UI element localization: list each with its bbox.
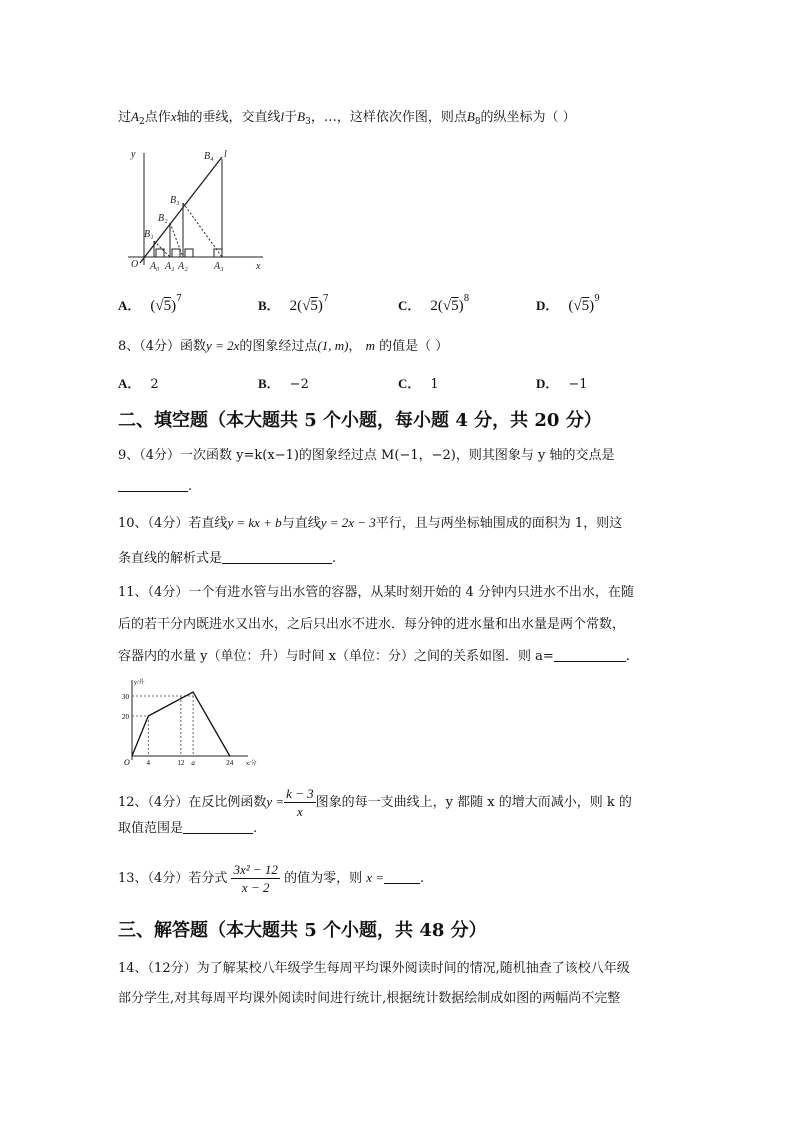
q8-option-c[interactable]: C． 1 [398, 376, 439, 392]
q11-chart [116, 676, 257, 772]
q7-text: 过$A_2$点作x轴的垂线，交直线l于$B_3$，…，这样依次作图，则点$B_8$的纵坐标为（ ） [118, 109, 576, 127]
q11-line3: 容器内的水量 y（单位：升）与时间 x（单位：分）之间的关系如图．则 a= . [118, 649, 630, 664]
fig-a2: A₂ [178, 261, 188, 272]
chart-y-label: y/升 [134, 680, 145, 686]
q8-option-b[interactable]: B． −2 [258, 376, 309, 392]
q9-text: 9、（4分）一次函数 y=k(x−1)的图象经过点 M(−1，−2)，则其图象与 y 轴的交点是 [118, 448, 615, 463]
fig-b1: B₁ [144, 229, 154, 240]
q7-figure [118, 145, 268, 275]
fig-a1: A₁ [165, 261, 175, 272]
chart-y-tick: 20 [122, 713, 129, 721]
q11-answer-blank[interactable] [554, 649, 626, 662]
q13-fraction: $\frac{\text{3x² − 12}}{x - 2}$ [233, 862, 278, 895]
q7-option-a[interactable]: A． $(√5)^7$ [118, 294, 182, 314]
q9-answer-blank[interactable] [118, 479, 188, 492]
fig-l-label: l [224, 149, 227, 160]
chart-x-label: x/分 [246, 761, 257, 767]
q7-option-b[interactable]: B． $2(√5)^7$ [258, 294, 329, 314]
q13-answer-blank[interactable] [384, 871, 420, 884]
q10-text: 10、（4分）若直线y = kx + b与直线y = 2x − 3平行，且与两坐标轴围成的面积为 1，则这 [118, 515, 623, 531]
fig-origin: O [131, 259, 139, 270]
fig-a0: A₀ [150, 261, 160, 272]
chart-y-tick: 30 [122, 693, 129, 701]
q14-line2: 部分学生,对其每周平均课外阅读时间进行统计,根据统计数据绘制成如图的两幅尚不完整 [118, 991, 621, 1006]
q8-option-a[interactable]: A． 2 [118, 376, 159, 392]
chart-x-tick: 24 [226, 759, 234, 767]
q12-answer-blank[interactable] [183, 821, 253, 834]
chart-x-tick: 12 [177, 759, 185, 767]
fig-y-label: y [131, 149, 136, 160]
fig-b3: B₃ [170, 195, 180, 206]
q13-text: 13、（4分）若分式 $\frac{\text{3x² − 12}}{x - 2}$ 的值为零，则 x = . [118, 862, 425, 895]
section-3-heading: 三、解答题（本大题共 5 个小题，共 48 分） [118, 920, 487, 941]
q7-option-c[interactable]: C． $2(√5)^8$ [398, 294, 470, 314]
chart-origin: O [124, 758, 130, 767]
fig-x-label: x [256, 261, 261, 272]
q11-line2: 后的若干分内既进水又出水，之后只出水不进水．每分钟的进水量和出水量是两个常数， [118, 617, 626, 632]
q8-text: 8、（4分）函数y = 2x的图象经过点(1, m)， m 的值是（ ） [118, 338, 449, 354]
q12-line2: 取值范围是 . [118, 821, 258, 836]
section-2-heading: 二、填空题（本大题共 5 个小题，每小题 4 分，共 20 分） [118, 410, 602, 431]
q9-answer-line: . [118, 478, 192, 496]
fig-b2: B₂ [158, 213, 168, 224]
chart-x-tick: 4 [146, 759, 151, 767]
fig-a3: A₃ [214, 261, 224, 272]
q14-line1: 14、（12分）为了解某校八年级学生每周平均课外阅读时间的情况,随机抽查了该校八年级 [118, 961, 630, 976]
q10-answer-blank[interactable] [222, 551, 332, 564]
q12-text: 12、（4分）在反比例函数y = $\frac{k - 3}{x}$ 图象的每一支曲线上，y 都随 x 的增大而减小，则 k 的 [118, 786, 632, 819]
q8-option-d[interactable]: D． −1 [536, 376, 588, 392]
q7-option-d[interactable]: D． $(√5)^9$ [536, 294, 600, 314]
fig-b4: B₄ [204, 151, 214, 162]
q10-line2: 条直线的解析式是 . [118, 551, 337, 566]
chart-x-tick: a [191, 759, 195, 767]
q11-line1: 11、（4分）一个有进水管与出水管的容器，从某时刻开始的 4 分钟内只进水不出水，在随 [118, 585, 634, 600]
line-l [140, 157, 222, 263]
q12-fraction: $\frac{k - 3}{x}$ [286, 786, 314, 819]
